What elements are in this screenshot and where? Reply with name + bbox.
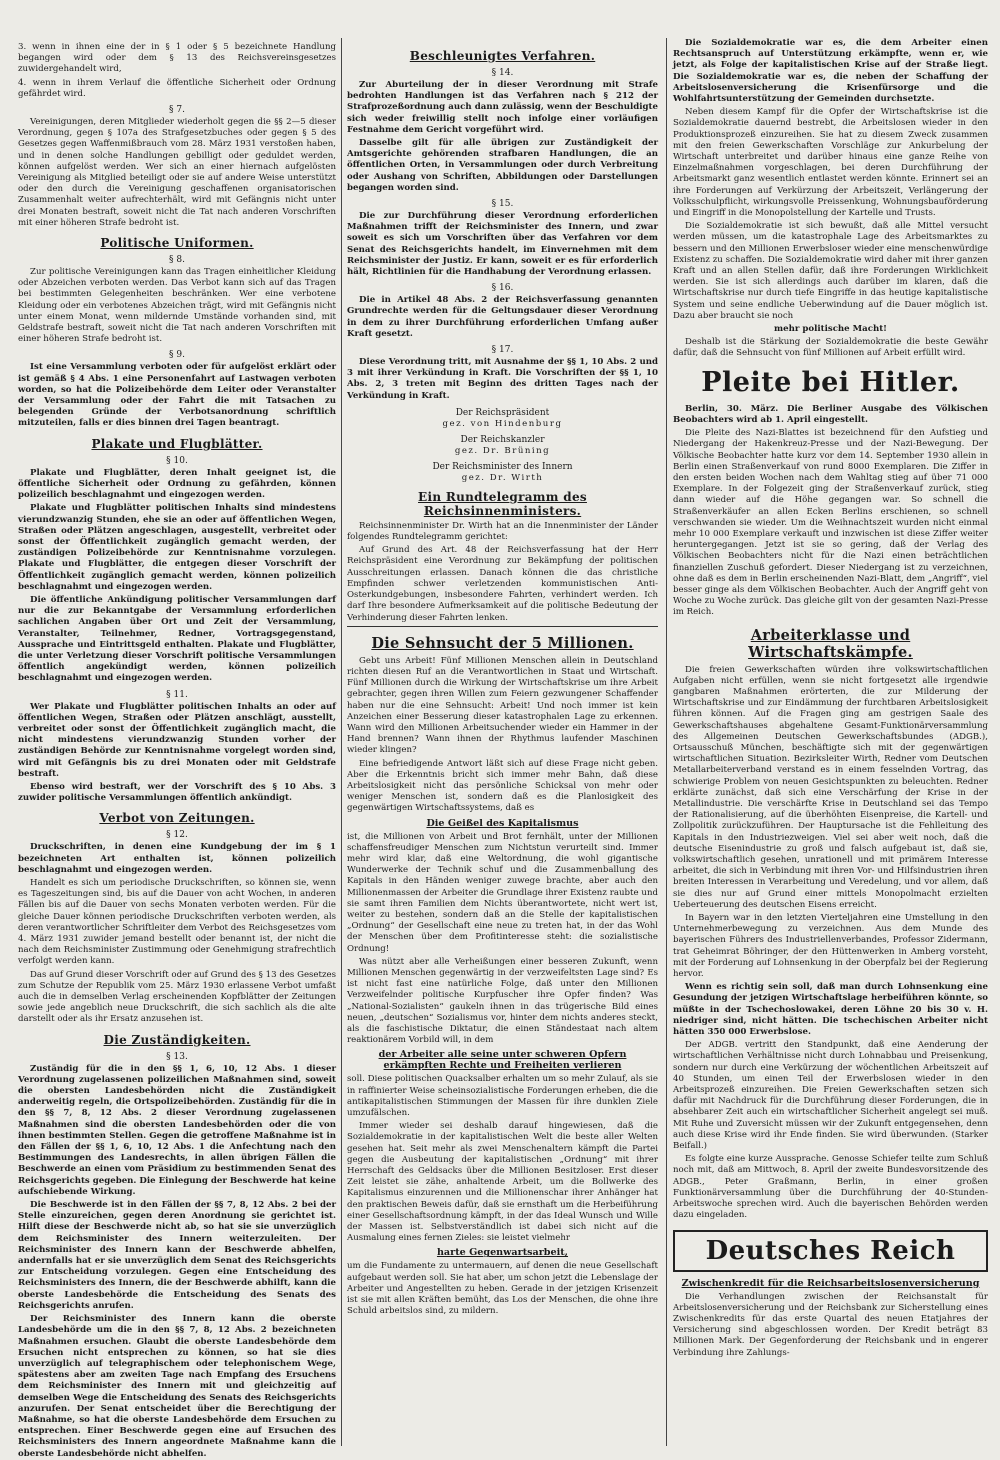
paragraph: um die Fundamente zu untermauern, auf denen die neue Gesellschaft aufgebaut werden soll. Sie hat aber, um schon jetzt die Lebenslage der Arbeiter und Angestellten zu heben. Gerade in der jetzigen Krisenzeit ist sie mit allen Kräften bemüht, das Los der Menschen, die ohne ihre Schuld arbeitslos sind, zu mildern. [347,1261,658,1317]
signature-name: gez. Dr. Brüning [454,445,551,456]
section-heading: Politische Uniformen. [100,236,254,251]
paragraph: mehr politische Macht! [774,324,887,335]
paragraph: Ebenso wird bestraft, wer der Vorschrift des § 10 Abs. 3 zuwider politische Versammlungen öffentlich ankündigt. [18,781,336,804]
paragraph: Eine befriedigende Antwort läßt sich auf diese Frage nicht geben. Aber die Erkenntnis bricht sich immer mehr Bahn, daß diese Arbeitslosigkeit nicht das persönliche Schicksal von mehr oder weniger Menschen ist, sondern daß es die Planlosigkeit des gegenwärtigen Wirtschaftssystems, daß es [347,758,658,814]
paragraph: Neben diesem Kampf für die Opfer der Wirtschaftskrise ist die Sozialdemokratie dauernd bestrebt, die Arbeitslosen wieder in den Produktionsprozeß einzureihen. Sie hat zu diesem Zweck zusammen mit den freien Gewerkschaften Vorschläge zur Ankurbelung der Wirtschaft unterbreitet und darüber hinaus eine ganze Reihe von Einzelmaßnahmen vorgeschlagen, bei deren Durchführung der Arbeitsmarkt ganz wesentlich entlastet werden könnte. Erinnert sei an ihre Forderungen auf Verkürzung der Arbeitszeit, Verlängerung der Volksschulpflicht, wirkungsvolle Preissenkung, Wohnungsbauförderung und Eingriff in die Monopolstellung der Kartelle und Trusts. [673,107,988,219]
section-number: § 14. [491,68,514,78]
paragraph: Was nützt aber alle Verheißungen einer besseren Zukunft, wenn Millionen Menschen gegenwärtig in der verzweifeltsten Lage sind? Es ist nicht fast eine natürliche Folge, daß unter den Millionen Verzweifelnder politische Kurpfuscher ihre Opfer finden? Was „National-Sozialisten“ gaukeln ihnen in das trügerische Bild eines neuen, „deutschen“ Sozialismus vor, hinter dem nichts anderes steckt, als die faschistische Diktatur, die einen Ständestaat nach altem reaktionärem Vorbild will, in dem [347,956,658,1046]
section-heading: Beschleunigtes Verfahren. [409,49,596,63]
paragraph: Die Verhandlungen zwischen der Reichsanstalt für Arbeitslosenversicherung und der Reichsbank zur Sicherstellung eines Zwischenkredits für das erste Quartal des neuen Etatjahres der Versicherung sind abgeschlossen worden. Der Kredit beträgt 83 Millionen Mark. Der Gegenforderung der Reichsbank und in engerer Verbindung ihre Zahlungs- [673,1291,988,1358]
section-number: § 13. [166,1051,188,1062]
signature-title: Der Reichsminister des Innern [432,461,573,472]
column-rule [666,38,667,1446]
section-number: § 7. [169,105,185,116]
paragraph: Die Beschwerde ist in den Fällen der §§ 7, 8, 12 Abs. 2 bei der Stelle einzureichen, gegen deren Anordnung sie gerichtet ist. Hilft diese der Beschwerde nicht ab, so hat sie sie unverzüglich dem Reichsminister des Innern weiterzuleiten. Der Reichsminister des Innern kann der Beschwerde abhelfen, andernfalls hat er sie unverzüglich dem Senat des Reichsgerichts zur Entscheidung vorzulegen. Gegen eine Entscheidung des Reichsministers des Innern, die der Beschwerde abhilft, kann die oberste Landesbehörde die Entscheidung des Senats des Reichsgerichts anrufen. [18,1200,336,1311]
subheading: der Arbeiter alle seine unter schweren Opfern erkämpften Rechte und Freiheiten verlieren [378,1049,627,1072]
paragraph: Dasselbe gilt für alle übrigen zur Zuständigkeit der Amtsgerichte gehörenden strafbaren Handlungen, die an öffentlichen Orten, in Versammlungen oder durch Verbreitung oder Aushang von Schriften, Abbildungen oder Darstellungen begangen worden sind. [347,138,658,193]
paragraph: Die öffentliche Ankündigung politischer Versammlungen darf nur die zur Bekanntgabe der Versammlung erforderlichen sachlichen Angaben über Ort und Zeit der Versammlung, Veranstalter, Teilnehmer, Redner, Vortragsgegenstand, Aussprache und Eintrittsgeld enthalten. Plakate und Flugblätter, die unter Verletzung dieser Vorschrift politische Versammlungen öffentlich angekündigt werden, können polizeilich beschlagnahmt und eingezogen werden. [18,594,336,684]
section-number: § 16. [491,283,514,294]
column-rule [341,38,342,1446]
paragraph: Zuständig für die in den §§ 1, 6, 10, 12 Abs. 1 dieser Verordnung zugelassenen polizeilichen Maßnahmen sind, soweit die obersten Landesbehörden nicht die Zuständigkeit anderweitig regeln, die Ortspolizeibehörden. Zuständig für die in den §§ 7, 8, 12 Abs. 2 dieser Verordnung zugelassenen Maßnahmen sind die obersten Landesbehörden oder die von ihnen bestimmten Stellen. Gegen die getroffene Maßnahme ist in den Fällen der §§ 1, 6, 10, 12 Abs. 1 die Anfechtung nach den Bestimmungen des Landesrechts, in allen übrigen Fällen die Beschwerde an einen vom Präsidium zu bestimmenden Senat des Reichsgerichts gegeben. Die Einlegung der Beschwerde hat keine aufschiebende Wirkung. [18,1063,336,1197]
paragraph: Diese Verordnung tritt, mit Ausnahme der §§ 1, 10 Abs. 2 und 3 mit ihrer Verkündung in Kraft. Die Vorschriften der §§ 1, 10 Abs. 2, 3 treten mit Beginn des dritten Tages nach der Verkündung in Kraft. [347,357,658,401]
section-number: § 8. [169,255,185,266]
paragraph: Die Sozialdemokratie war es, die dem Arbeiter einen Rechtsanspruch auf Unterstützung erkämpfte, wenn er, wie jetzt, als Folge der kapitalistischen Krise auf der Straße liegt. Die Sozialdemokratie war es, die neben der Schaffung der Arbeitslosenversicherung die Krisenfürsorge und die Wohlfahrtsunterstützung der Gemeinden durchsetzte. [673,38,988,105]
subheading: Zwischenkredit für die Reichsarbeitslosenversicherung [681,1277,980,1289]
paragraph: Deshalb ist die Stärkung der Sozialdemokratie die beste Gewähr dafür, daß die Sehnsucht von fünf Millionen auf Arbeit erfüllt wird. [673,337,988,359]
paragraph: 3. wenn in ihnen eine der in § 1 oder § 5 bezeichnete Handlung begangen wird oder dem § 13 des Reichsvereinsgesetzes zuwidergehandelt wird, [18,42,336,75]
paragraph: Die freien Gewerkschaften würden ihre volkswirtschaftlichen Aufgaben nicht erfüllen, wenn sie nicht fortgesetzt alle irgendwie gangbaren Maßnahmen erörterten, die zur Milderung der Wirtschaftskrise und zur Eindämmung der furchtbaren Arbeitslosigkeit führen können. Auf die Fragen ging am gestrigen Saale des Gewerkschaftshauses abgehaltene Gesamt-Funktionärversammlung des Allgemeinen Deutschen Gewerkschaftsbundes (ADGB.), Ortsausschuß München, beschäftigte sich mit der gegenwärtigen wirtschaftlichen Situation. Bezirksleiter Wirth, Redner vom Deutschen Metallarbeiterverband verstand es in einem fesselnden Vortrag, das schwierige Problem von neuen Gesichtspunkten zu beleuchten. Redner erklärte zunächst, daß sich eine Verschärfung der Krise in der Metallindustrie. Die verschärfte Krise in Deutschland sei das Tempo der Rationalisierung, auf die überhöhten Eisenpreise, die Kartell- und Zollpolitik zurückzuführen. Der Hauptursache ist die Fehlleitung des Kapitals in den Industriezweigen. Viel sei aber weit noch, daß die deutsche Eisenindustrie zu groß und falsch aufgebaut ist, daß sie, volkswirtschaftlich gesehen, unrationell und mit primärem Interesse arbeitet, die sich in Verbindung mit ihren Vor- und Hilfsindustrien ihren breiten Interessen in Verarbeitung und Veredelung, und vor allem, daß sie dies nur auf Grund einer mittels Monopolmacht erzielten Ueberteuerung des deutschen Eisens erreicht. [673,664,988,910]
section-heading: Ein Rundtelegramm des Reichsinnenministers. [418,489,587,518]
section-heading: Verbot von Zeitungen. [99,811,255,826]
article-headline: Die Sehnsucht der 5 Millionen. [371,634,634,652]
signature-name: gez. von Hindenburg [442,418,563,429]
paragraph: Der Reichsminister des Innern kann die oberste Landesbehörde um die in den §§ 7, 8, 12 Abs. 2 bezeichneten Maßnahmen ersuchen. Glaubt die oberste Landesbehörde dem Ersuchen nicht entsprechen zu können, so hat sie dies unverzüglich auf telegraphischem oder telephonischem Wege, spätestens aber am zweiten Tage nach Empfang des Ersuchens dem Reichsminister des Innern mit und gleichzeitig auf demselben Wege die Entscheidung des Senats des Reichsgerichts anzurufen. Der Senat entscheidet über die Berechtigung der Maßnahme, so hat die oberste Landesbehörde dem Ersuchen zu entsprechen. Einer Beschwerde gegen eine auf Ersuchen des Reichsministers des Innern angeordnete Maßnahme kann die oberste Landesbehörde nicht abhelfen. [18,1314,336,1459]
article-headline: Arbeiterklasse und Wirtschaftskämpfe. [748,626,913,661]
paragraph: Gebt uns Arbeit! Fünf Millionen Menschen allein in Deutschland richten diesen Ruf an die Verantwortlichen in Staat und Wirtschaft. Fünf Millionen durch die Wirkung der Wirtschaftskrise um ihre Arbeit gebrachter, gegen ihren Willen zum Feiern gezwungener Schaffender haben nur die eine Sehnsucht: Arbeit! Und noch immer ist kein Anzeichen einer Besserung dieser katastrophalen Lage zu erkennen. Wann wird den Millionen Arbeitsuchender wieder ein Hammer in der Hand brennen? Wann ihnen der Rhythmus laufender Maschinen wieder klingen? [347,655,658,756]
paragraph: Wer Plakate und Flugblätter politischen Inhalts an oder auf öffentlichen Wegen, Straßen oder Plätzen anschlägt, ausstellt, verbreitet oder sonst der Öffentlichkeit zugänglich macht, die nicht mindestens vierundzwanzig Stunden vorher der zuständigen Behörde zur Kenntnisnahme vorgelegt worden sind, wird mit Gefängnis bis zu drei Monaten oder mit Geldstrafe bestraft. [18,701,336,779]
paragraph: Reichsinnenminister Dr. Wirth hat an die Innenminister der Länder folgendes Rundtelegramm gerichtet: [347,520,658,543]
divider [347,626,658,627]
paragraph: In Bayern war in den letzten Vierteljahren eine Umstellung in den Unternehmerbewegung zu verzeichnen. Aus dem Munde des bayerischen Führers des Industriellenverbandes, Professor Zidermann, trat Geheimrat Böhringer, der den Hüttenwerken in Amberg vorsteht, mit der Forderung auf Lohnsenkung in der Oberpfalz bei der Regierung hervor. [673,913,988,980]
paragraph: Handelt es sich um periodische Druckschriften, so können sie, wenn es Tageszeitungen sind, bis auf die Dauer von acht Wochen, in anderen Fällen bis auf die Dauer von sechs Monaten verboten werden. Für die gleiche Dauer können periodische Druckschriften verboten werden, als deren verantwortlicher Schriftleiter dem Verbot des Reichsgesetzes vom 4. März 1931 zuwider jemand bestellt oder benannt ist, der nicht die nach dem Reichsminister Zustimmung oder Genehmigung strafrechtlich verfolgt werden kann. [18,877,336,967]
subheading: Die Geißel des Kapitalismus [426,817,579,829]
section-number: § 15. [491,199,514,210]
paragraph: Zur politische Vereinigungen kann das Tragen einheitlicher Kleidung oder Abzeichen verboten werden. Das Verbot kann sich auf das Tragen bei bestimmten Gelegenheiten beschränken. Wer eine verbotene Kleidung oder ein verbotenes Abzeichen trägt, wird mit Gefängnis nicht unter einem Monat, wenn mildernde Umstände vorhanden sind, mit Geldstrafe bestraft, soweit nicht die Tat nach anderen Vorschriften mit einer höheren Strafe bedroht ist. [18,267,336,345]
paragraph: 4. wenn in ihrem Verlauf die öffentliche Sicherheit oder Ordnung gefährdet wird. [18,77,336,99]
signature-title: Der Reichskanzler [460,434,545,445]
signature-name: gez. Dr. Wirth [461,472,544,483]
section-number: § 11. [166,689,188,700]
section-number: § 17. [491,345,514,356]
paragraph: Die zur Durchführung dieser Verordnung erforderlichen Maßnahmen trifft der Reichsminister des Innern, und zwar soweit es sich um Vorschriften über das Verfahren vor dem Senat des Reichsgerichts handelt, im Einvernehmen mit dem Reichsminister der Justiz. Er kann, soweit er es für erforderlich hält, Richtlinien für die Handhabung der Verordnung erlassen. [347,211,658,278]
paragraph: Berlin, 30. März. Die Berliner Ausgabe des Völkischen Beobachters wird ab 1. April eingestellt. [673,403,988,425]
section-banner: Deutsches Reich [673,1230,988,1272]
paragraph: Wenn es richtig sein soll, daß man durch Lohnsenkung eine Gesundung der jetzigen Wirtschaftslage herbeiführen könnte, so müßte in der Tschechoslowakei, deren Löhne 20 bis 30 v. H. niedriger sind, nicht hätten. Die tschechischen Arbeiter nicht hätten 350 000 Erwerbslose. [673,982,988,1038]
paragraph: Ist eine Versammlung verboten oder für aufgelöst erklärt oder ist gemäß § 4 Abs. 1 eine Personenfahrt auf Lastwagen verboten worden, so hat die Polizeibehörde dem Leiter oder Veranstalter der Versammlung oder der Fahrt die mit Tatsachen zu belegenden Gründe der Verbotsanordnung schriftlich mitzuteilen, falls er dies binnen drei Tagen beantragt. [18,362,336,429]
article-headline: Pleite bei Hitler. [701,366,960,398]
paragraph: Plakate und Flugblätter politischen Inhalts sind mindestens vierundzwanzig Stunden, ehe sie an oder auf öffentlichen Wegen, Straßen oder Plätzen angeschlagen, ausgestellt, verbreitet oder sonst der Öffentlichkeit zugänglich gemacht werden, der zuständigen Polizeibehörde zur Kenntnisnahme vorzulegen. Plakate und Flugblätter, die entgegen dieser Vorschrift der Öffentlichkeit zugänglich gemacht werden, können polizeilich beschlagnahmt und eingezogen werden. [18,503,336,592]
paragraph: Plakate und Flugblätter, deren Inhalt geeignet ist, die öffentliche Sicherheit oder Ordnung zu gefährden, können polizeilich beschlagnahmt und eingezogen werden. [18,467,336,501]
column-left [18,42,336,1459]
section-number: § 10. [166,455,188,466]
paragraph: Auf Grund des Art. 48 der Reichsverfassung hat der Herr Reichspräsident eine Verordnung zur Bekämpfung der politischen Ausschreitungen erlassen. Danach können die das christliche Empfinden schwer verletzenden kommunistischen Anti-Osterkundgebungen, insbesondere Fahrten, verhindert werden. Ich darf Ihre besondere Aufmerksamkeit auf die politische Bedeutung der Verhinderung dieser Fahrten lenken. [347,545,658,623]
paragraph: ist, die Millionen von Arbeit und Brot fernhält, unter der Millionen schaffensfreudiger Menschen zum Nichtstun verurteilt sind. Immer mehr wird klar, daß eine Weltordnung, die wohl gigantische Wunderwerke der Technik schuf und die Zusammenballung des Kapitals in den Händen weniger zuwege brachte, aber auch den Millionenmassen der Arbeiter die Grundlage ihrer Existenz raubte und sie samt ihren Familien dem Nichts überantwortete, nicht wert ist, weiter zu bestehen, sondern daß an die Stelle der kapitalistischen „Ordnung“ der Gesellschaft eine neue zu treten hat, in der das Wohl der Menschen über dem Profitinteresse steht: die sozialistische Ordnung! [347,831,658,954]
paragraph: Die Sozialdemokratie ist sich bewußt, daß alle Mittel versucht werden müssen, um die katastrophale Lage des Arbeitsmarktes zu bessern und den Millionen Erwerbsloser wieder eine menschenwürdige Existenz zu schaffen. Die Sozialdemokratie wird daher mit ihrer ganzen Kraft und an allen Stellen dafür, daß ihre Forderungen Wirklichkeit werden. Sie ist sich allerdings auch darüber im klaren, daß die Wirtschaftskrise nur durch tiefe Eingriffe in das heutige kapitalistische System und seine endliche Ueberwindung auf die Dauer möglich ist. Dazu aber braucht sie noch [673,221,988,321]
paragraph: Das auf Grund dieser Vorschrift oder auf Grund des § 13 des Gesetzes zum Schutze der Republik vom 25. März 1930 erlassene Verbot umfaßt auch die in demselben Verlag erscheinenden Kopfblätter der Zeitungen sowie jede angeblich neue Druckschrift, die sich sachlich als die alte darstellt oder als ihr Ersatz anzusehen ist. [18,969,336,1025]
section-heading: Plakate und Flugblätter. [91,436,263,451]
paragraph: Es folgte eine kurze Aussprache. Genosse Schiefer teilte zum Schluß noch mit, daß am Mittwoch, 8. April der zweite Bundesvorsitzende des ADGB., Peter Graßmann, Berlin, in einer großen Funktionärversammlung über die Durchführung der 40-Stunden-Arbeitswoche sprechen wird. Auch die bayerischen Behörden werden dazu eingeladen. [673,1154,988,1221]
signature-title: Der Reichspräsident [455,407,550,418]
section-heading: Die Zuständigkeiten. [103,1032,251,1047]
paragraph: Der ADGB. vertritt den Standpunkt, daß eine Aenderung der wirtschaftlichen Verhältnisse nicht durch Lohnabbau und Preisenkung, sondern nur durch eine Verkürzung der wöchentlichen Arbeitszeit auf 40 Stunden, um einen Teil der Erwerbslosen wieder in den Arbeitsprozeß einzureihen. Die Freien Gewerkschaften setzen sich dafür mit Nachdruck für die Durchführung dieser Forderungen, die in absehbarer Zeit auch ein wirtschaftlicher Sicherheit angelegt sei muß. Mit Ruhe und Zuversicht müssen wir der Zukunft entgegensehen, denn auch diese Krise wird ihr Ende finden. Sie wird überwunden. (Starker Beifall.) [673,1040,988,1152]
column-right [673,38,988,1444]
column-middle [347,42,658,1442]
paragraph: Immer wieder sei deshalb darauf hingewiesen, daß die Sozialdemokratie in der kapitalistischen Welt die beste aller Welten gesehen hat. Seit mehr als zwei Menschenaltern kämpft die Partei gegen die Ausbeutung der kapitalistischen „Ordnung“ mit ihrer Herrschaft des Geldsacks über die Millionen Besitzloser. Erst dieser Zeit leistet sie zähe, anhaltende Arbeit, um die Bollwerke des Kapitalismus einzurennen und die Millionenschar ihrer Anhänger hat den praktischen Beweis dafür, daß sie ernsthaft um die Herbeiführung einer Gesellschaftsordnung kämpft, in der das Ideal Wunsch und Wille der Massen ist. Selbstverständlich ist dabei sich nicht auf die Ausmalung eines fernen Zieles: sie leistet vielmehr [347,1121,658,1244]
section-number: § 12. [166,830,188,841]
paragraph: Druckschriften, in denen eine Kundgebung der im § 1 bezeichneten Art enthalten ist, können polizeilich beschlagnahmt und eingezogen werden. [18,842,336,875]
paragraph: Die in Artikel 48 Abs. 2 der Reichsverfassung genannten Grundrechte werden für die Geltungsdauer dieser Verordnung in dem zu ihrer Durchführung erforderlichen Umfang außer Kraft gesetzt. [347,295,658,339]
paragraph: Die Pleite des Nazi-Blattes ist bezeichnend für den Aufstieg und Niedergang der Hakenkreuz-Presse und der Nazi-Bewegung. Der Völkische Beobachter hatte kurz vor dem 14. September 1930 allein in Berlin einen Straßenverkauf von rund 8000 Exemplaren. Die Ziffer in den ersten beiden Wochen nach dem Wahltag stieg auf über 71 000 Exemplare. In der Folgezeit ging der Straßenverkauf zurück, stieg dann wieder auf die Höhe gegangen war. So schnell die Straßenverkäufer an allen Ecken Berlins erschienen, so schnell verschwanden sie wieder. Um die Weihnachtszeit wurden nicht einmal mehr 10 000 Exemplare verkauft und inzwischen ist diese Ziffer weiter heruntergegangen. Jetzt ist sie so gering, daß der Verlag des Völkischen Beobachters nicht für die Nazi einen beträchtlichen finanziellen Zuschuß gefordert. Dieser Niedergang ist zu verzeichnen, ohne daß es dem in Berlin erscheinenden Nazi-Blatt, dem „Angriff“, viel besser ginge als dem Völkischen Beobachter. Auch der Angriff geht von Woche zu Woche zurück. Das gleiche gilt von der gesamten Nazi-Presse im Reich. [673,428,988,618]
section-number: § 9. [169,350,185,361]
subheading: harte Gegenwartsarbeit, [436,1247,569,1259]
paragraph: Zur Aburteilung der in dieser Verordnung mit Strafe bedrohten Handlungen ist das Verfahren nach § 212 der Strafprozeßordnung auch dann zulässig, wenn der Beschuldigte sich weder freiwillig stellt noch infolge einer vorläufigen Festnahme dem Gericht vorgeführt wird. [347,80,658,135]
paragraph: soll. Diese politischen Quacksalber erhalten um so mehr Zulauf, als sie in raffinierter Weise scheinsozialistische Forderungen erheben, die die antikapitalistischen Stimmungen der Massen für ihre dunklen Ziele umzufälschen. [347,1074,658,1119]
paragraph: Vereinigungen, deren Mitglieder wiederholt gegen die §§ 2—5 dieser Verordnung, gegen § 107a des Strafgesetzbuches oder gegen § 5 des Gesetzes gegen Waffenmißbrauch vom 28. März 1931 verstoßen haben, und in denen solche Handlungen gebilligt oder geduldet werden, können aufgelöst werden. Wer sich an einer hiernach aufgelösten Vereinigung als Mitglied beteiligt oder sie auf andere Weise unterstützt oder den durch die Vereinigung geschaffenen organisatorischen Zusammenhalt weiter aufrechterhält, wird mit Gefängnis nicht unter drei Monaten bestraft, soweit nicht die Tat nach anderen Vorschriften mit einer höheren Strafe bedroht ist. [18,117,336,228]
